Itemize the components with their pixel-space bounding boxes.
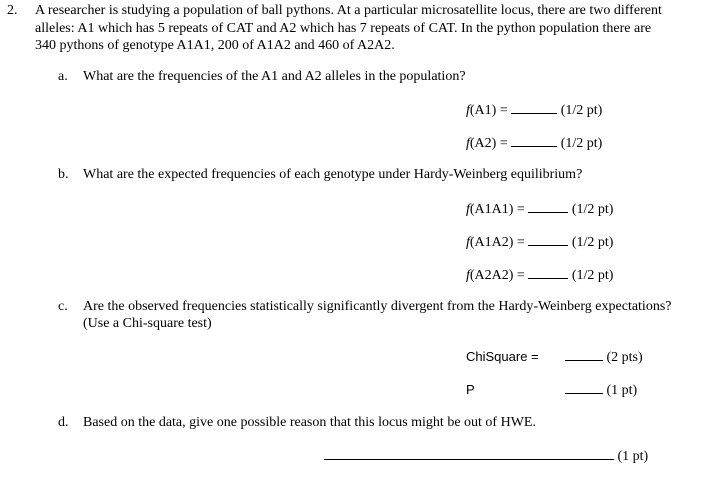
answer-line-f-a1a2 [466, 233, 613, 251]
points-label: (1/2 pt) [571, 235, 614, 250]
frequency-function: f [466, 268, 470, 283]
answer-line-f-a1 [466, 101, 602, 119]
question-line: 340 pythons of genotype A1A1, 200 of A1A2 and 460 of A2A2. [35, 38, 395, 53]
answer-blank[interactable] [565, 381, 603, 394]
question-text [35, 2, 662, 55]
question-line: A researcher is studying a population of ball pythons. At a particular microsatellite locus, there are two different [35, 3, 662, 18]
answer-label: (A1A1) = [469, 202, 525, 217]
answer-label: (A2) = [469, 136, 508, 151]
part-c-question [83, 298, 672, 332]
answer-blank[interactable] [528, 233, 568, 246]
points-label: (1 pt) [617, 449, 649, 464]
answer-line-p [565, 381, 637, 399]
part-c-line: (Use a Chi-square test) [83, 316, 212, 331]
answer-line-chisquare [565, 348, 643, 366]
answer-label: (A2A2) = [469, 268, 525, 283]
part-a-letter: a. [58, 69, 68, 84]
part-c-line: Are the observed frequencies statistically significantly divergent from the Hardy-Weinberg expectations? [83, 299, 672, 314]
answer-blank[interactable] [511, 101, 557, 114]
frequency-function: f [466, 235, 470, 250]
p-value-label: P [466, 382, 475, 397]
part-b-question: What are the expected frequencies of each genotype under Hardy-Weinberg equilibrium? [83, 167, 583, 182]
points-label: (1/2 pt) [571, 268, 614, 283]
part-d-letter: d. [58, 415, 69, 430]
answer-label: (A1) = [469, 103, 508, 118]
answer-blank[interactable] [511, 134, 557, 147]
answer-blank[interactable] [565, 348, 603, 361]
answer-line-f-a1a1 [466, 200, 613, 218]
answer-line-f-a2a2 [466, 266, 613, 284]
frequency-function: f [466, 103, 470, 118]
points-label: (1 pt) [606, 383, 638, 398]
answer-blank[interactable] [528, 266, 568, 279]
part-a-question: What are the frequencies of the A1 and A2 alleles in the population? [83, 69, 466, 84]
answer-label: (A1A2) = [469, 235, 525, 250]
points-label: (1/2 pt) [560, 136, 603, 151]
part-b-letter: b. [58, 167, 69, 182]
answer-blank[interactable] [528, 200, 568, 213]
points-label: (1/2 pt) [560, 103, 603, 118]
frequency-function: f [466, 202, 470, 217]
question-number: 2. [7, 3, 18, 18]
answer-line-reason [324, 447, 648, 465]
part-d-question: Based on the data, give one possible reason that this locus might be out of HWE. [83, 415, 536, 430]
chisquare-label: ChiSquare = [466, 349, 539, 364]
part-c-letter: c. [58, 299, 68, 314]
frequency-function: f [466, 136, 470, 151]
answer-line-f-a2 [466, 134, 602, 152]
points-label: (2 pts) [606, 350, 643, 365]
answer-blank[interactable] [324, 447, 614, 460]
points-label: (1/2 pt) [571, 202, 614, 217]
question-line: alleles: A1 which has 5 repeats of CAT and A2 which has 7 repeats of CAT. In the python population there are [35, 20, 652, 36]
